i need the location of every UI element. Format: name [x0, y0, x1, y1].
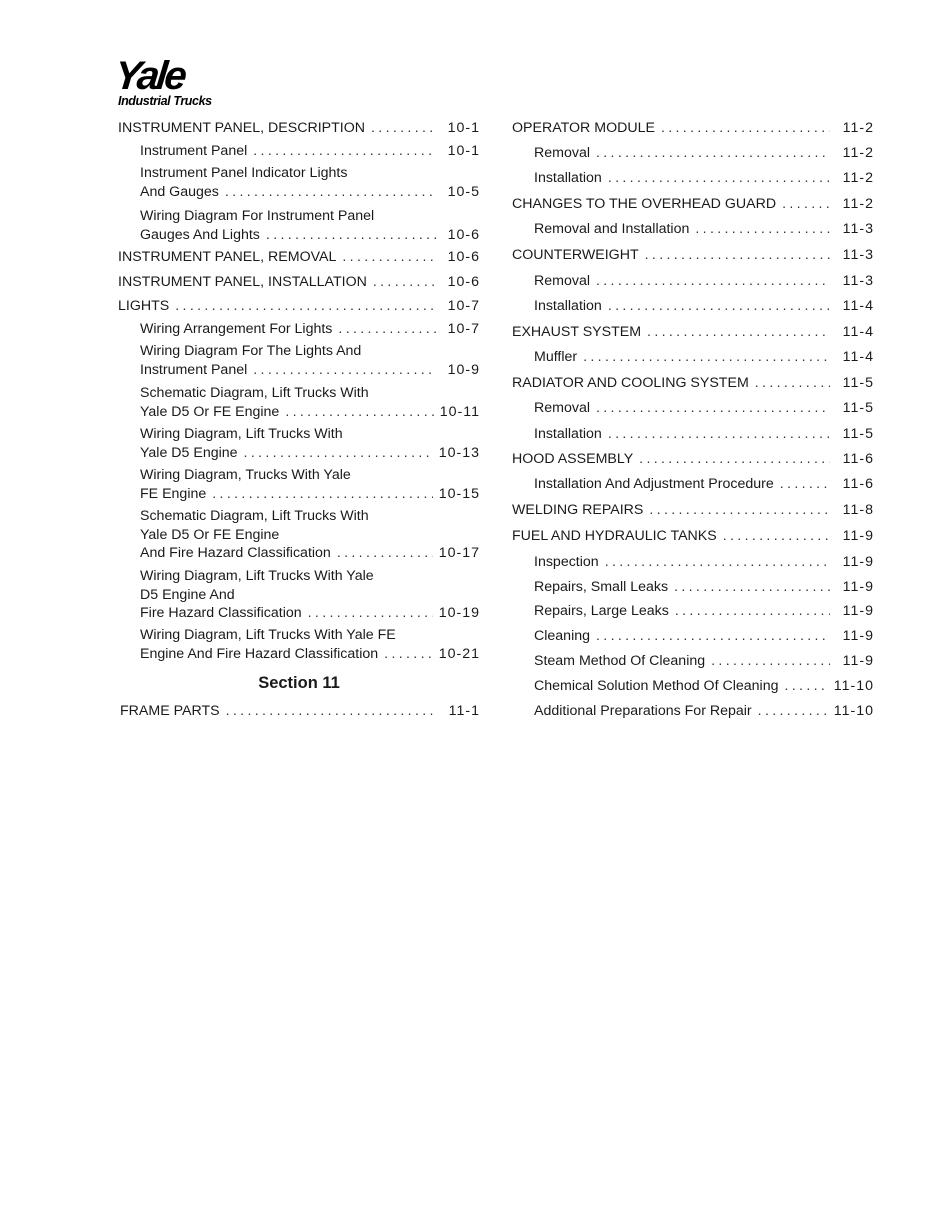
toc-entry-title: Wiring Diagram For Instrument Panel	[140, 208, 375, 224]
dot-leader	[782, 195, 830, 214]
dot-leader	[645, 246, 830, 265]
dot-leader	[723, 527, 830, 546]
toc-entry[interactable]	[140, 384, 480, 421]
page-number: 10-1	[447, 120, 480, 136]
toc-entry-title: RADIATOR AND COOLING SYSTEM	[512, 375, 749, 391]
dot-leader	[583, 348, 830, 367]
toc-entry-title: FE Engine	[140, 485, 207, 502]
toc-entry-title: Instrument Panel	[140, 361, 248, 378]
toc-entry[interactable]	[512, 527, 874, 546]
toc-entry-title: Gauges And Lights	[140, 226, 260, 243]
logo-brand: Yale	[112, 54, 187, 98]
dot-leader	[225, 183, 436, 202]
toc-entry[interactable]	[534, 169, 874, 188]
page-number: 11-2	[842, 145, 874, 161]
toc-entry-title: HOOD ASSEMBLY	[512, 451, 634, 467]
toc-entry[interactable]	[140, 626, 480, 663]
section-heading: Section 11	[258, 674, 340, 692]
page-number: 10-6	[447, 226, 480, 243]
page-number: 11-5	[842, 375, 874, 391]
toc-entry-title: FRAME PARTS	[120, 703, 220, 719]
toc-entry-title: Chemical Solution Method Of Cleaning	[534, 678, 779, 694]
page-number: 11-2	[842, 170, 874, 186]
page-number: 11-9	[842, 603, 874, 619]
toc-entry[interactable]	[534, 144, 874, 163]
toc-entry-title: CHANGES TO THE OVERHEAD GUARD	[512, 196, 777, 212]
page-number: 11-9	[842, 628, 874, 644]
toc-entry-title: Cleaning	[534, 628, 591, 644]
dot-leader	[596, 272, 830, 291]
page-number: 11-9	[842, 554, 874, 570]
toc-entry[interactable]	[534, 475, 874, 494]
toc-entry-title: Inspection	[534, 554, 599, 570]
toc-entry-title: Installation	[534, 426, 602, 442]
dot-leader	[711, 652, 830, 671]
dot-leader	[266, 226, 436, 245]
page-number: 10-9	[447, 361, 480, 378]
toc-entry[interactable]	[534, 702, 874, 721]
page-number: 11-5	[842, 400, 874, 416]
toc-entry[interactable]	[140, 567, 480, 623]
dot-leader	[755, 374, 830, 393]
dot-leader	[780, 475, 830, 494]
toc-entry[interactable]	[118, 273, 480, 292]
dot-leader	[212, 485, 432, 504]
dot-leader	[175, 297, 436, 316]
page-number: 11-1	[448, 703, 480, 719]
toc-entry-title: Installation	[534, 170, 602, 186]
dot-leader	[608, 425, 830, 444]
dot-leader	[649, 501, 830, 520]
toc-entry-title: COUNTERWEIGHT	[512, 247, 639, 263]
toc-entry-title: Wiring Diagram, Trucks With Yale	[140, 467, 351, 483]
page-number: 10-17	[438, 545, 480, 561]
page-number: 11-4	[842, 324, 874, 340]
toc-entry[interactable]	[512, 323, 874, 342]
page-number: 10-7	[447, 298, 480, 314]
toc-entry-title: Instrument Panel	[140, 143, 248, 159]
toc-entry[interactable]	[118, 248, 480, 267]
yale-logo	[112, 54, 245, 112]
page-number: 11-4	[842, 349, 874, 365]
toc-entry-title: D5 Engine And	[140, 586, 235, 603]
toc-entry-title: FUEL AND HYDRAULIC TANKS	[512, 528, 717, 544]
dot-leader	[608, 297, 830, 316]
toc-entry-title: Steam Method Of Cleaning	[534, 653, 706, 669]
toc-entry-title: Wiring Diagram For The Lights And	[140, 343, 362, 359]
page-number: 10-13	[438, 444, 480, 461]
toc-entry-title: Installation	[534, 298, 602, 314]
dot-leader	[337, 544, 433, 563]
dot-leader	[384, 645, 433, 664]
dot-leader	[647, 323, 830, 342]
toc-entry[interactable]	[118, 297, 480, 316]
toc-entry[interactable]	[534, 553, 874, 572]
toc-entry[interactable]	[534, 272, 874, 291]
page-number: 11-2	[842, 196, 874, 212]
dot-leader	[695, 220, 830, 239]
dot-leader	[608, 169, 830, 188]
dot-leader	[758, 702, 828, 721]
dot-leader	[639, 450, 830, 469]
toc-entry-title: Removal	[534, 145, 590, 161]
dot-leader	[596, 144, 830, 163]
page-number: 11-3	[842, 273, 874, 289]
dot-leader	[244, 444, 433, 463]
dot-leader	[226, 702, 436, 721]
toc-entry-title: Wiring Arrangement For Lights	[140, 321, 333, 337]
toc-entry-title: Removal	[534, 400, 590, 416]
toc-entry-title: Engine And Fire Hazard Classification	[140, 645, 379, 662]
toc-entry-title: Repairs, Large Leaks	[534, 603, 669, 619]
toc-entry[interactable]	[140, 466, 480, 503]
dot-leader	[675, 602, 830, 621]
dot-leader	[308, 604, 433, 623]
dot-leader	[371, 119, 436, 138]
toc-entry-title: Installation And Adjustment Procedure	[534, 476, 774, 492]
toc-entry[interactable]	[534, 297, 874, 316]
toc-entry[interactable]	[534, 348, 874, 367]
toc-entry-title: INSTRUMENT PANEL, DESCRIPTION	[118, 120, 365, 136]
toc-entry[interactable]	[140, 164, 480, 201]
toc-entry-title: EXHAUST SYSTEM	[512, 324, 642, 340]
toc-entry[interactable]	[140, 320, 480, 339]
page-number: 10-15	[438, 485, 480, 502]
page-number: 11-6	[842, 451, 874, 467]
toc-entry[interactable]	[534, 602, 874, 621]
toc-entry-title: Removal	[534, 273, 590, 289]
page-number: 11-9	[842, 653, 874, 669]
toc-entry-title: Removal and Installation	[534, 221, 690, 237]
toc-entry[interactable]	[120, 702, 480, 721]
page-number: 11-4	[842, 298, 874, 314]
page-number: 11-8	[842, 502, 874, 518]
toc-entry-title: INSTRUMENT PANEL, INSTALLATION	[118, 274, 367, 290]
page-number: 11-9	[842, 528, 874, 544]
page-number: 10-11	[439, 403, 480, 420]
page-number: 11-6	[842, 476, 874, 492]
page-number: 10-7	[447, 321, 480, 337]
toc-entry-title: Repairs, Small Leaks	[534, 579, 669, 595]
toc-entry-title: Yale D5 Or FE Engine	[140, 526, 280, 543]
toc-entry[interactable]	[534, 652, 874, 671]
toc-entry[interactable]	[534, 627, 874, 646]
toc-entry-title: Wiring Diagram, Lift Trucks With	[140, 426, 343, 442]
page-number: 10-21	[438, 645, 480, 662]
toc-entry-title: Wiring Diagram, Lift Trucks With Yale	[140, 568, 374, 584]
toc-entry-title: Muffler	[534, 349, 578, 365]
toc-entry[interactable]	[140, 507, 480, 563]
toc-entry-title: WELDING REPAIRS	[512, 502, 644, 518]
page-number: 10-1	[447, 143, 480, 159]
dot-leader	[342, 248, 436, 267]
toc-entry-title: Fire Hazard Classification	[140, 605, 302, 621]
logo-subtitle: Industrial Trucks	[118, 94, 212, 108]
toc-entry-title: Yale D5 Engine	[140, 444, 238, 461]
dot-leader	[605, 553, 830, 572]
dot-leader	[285, 403, 433, 422]
page-number: 10-6	[447, 274, 480, 290]
dot-leader	[253, 361, 436, 380]
toc-entry[interactable]	[512, 501, 874, 520]
toc-entry[interactable]	[534, 399, 874, 418]
toc-entry[interactable]	[512, 450, 874, 469]
toc-entry-title: Wiring Diagram, Lift Trucks With Yale FE	[140, 627, 396, 643]
page-number: 10-5	[447, 183, 480, 200]
toc-entry-title: OPERATOR MODULE	[512, 120, 655, 136]
toc-entry[interactable]	[140, 142, 480, 161]
dot-leader	[338, 320, 436, 339]
toc-entry[interactable]	[534, 220, 874, 239]
toc-entry-title: LIGHTS	[118, 298, 170, 314]
page-number: 11-2	[842, 120, 874, 136]
page-number: 11-9	[842, 579, 874, 595]
toc-entry[interactable]	[512, 374, 874, 393]
toc-entry-title: And Fire Hazard Classification	[140, 545, 331, 561]
toc-entry-title: Schematic Diagram, Lift Trucks With	[140, 385, 369, 401]
toc-entry-title: Yale D5 Or FE Engine	[140, 403, 280, 420]
dot-leader	[674, 578, 830, 597]
dot-leader	[596, 627, 830, 646]
dot-leader	[784, 677, 827, 696]
page-number: 10-19	[438, 605, 480, 621]
toc-entry[interactable]	[140, 342, 480, 379]
toc-entry[interactable]	[534, 425, 874, 444]
toc-entry-title: And Gauges	[140, 183, 219, 200]
toc-entry[interactable]	[534, 578, 874, 597]
toc-entry[interactable]	[512, 246, 874, 265]
toc-entry[interactable]	[140, 425, 480, 462]
toc-entry[interactable]	[534, 677, 874, 696]
dot-leader	[373, 273, 436, 292]
toc-entry[interactable]	[512, 195, 874, 214]
toc-entry-title: Additional Preparations For Repair	[534, 703, 752, 719]
dot-leader	[661, 119, 830, 138]
toc-entry[interactable]	[140, 207, 480, 244]
toc-entry-title: Instrument Panel Indicator Lights	[140, 165, 348, 181]
page-number: 11-3	[842, 221, 874, 237]
toc-entry[interactable]	[118, 119, 480, 138]
toc-entry-title: INSTRUMENT PANEL, REMOVAL	[118, 249, 337, 265]
page-number: 10-6	[447, 249, 480, 265]
dot-leader	[596, 399, 830, 418]
page-number: 11-10	[833, 703, 874, 719]
dot-leader	[253, 142, 436, 161]
toc-entry-title: Schematic Diagram, Lift Trucks With	[140, 508, 369, 524]
page-number: 11-5	[842, 426, 874, 442]
page-number: 11-10	[833, 678, 874, 694]
page-number: 11-3	[842, 247, 874, 263]
toc-entry[interactable]	[512, 119, 874, 138]
